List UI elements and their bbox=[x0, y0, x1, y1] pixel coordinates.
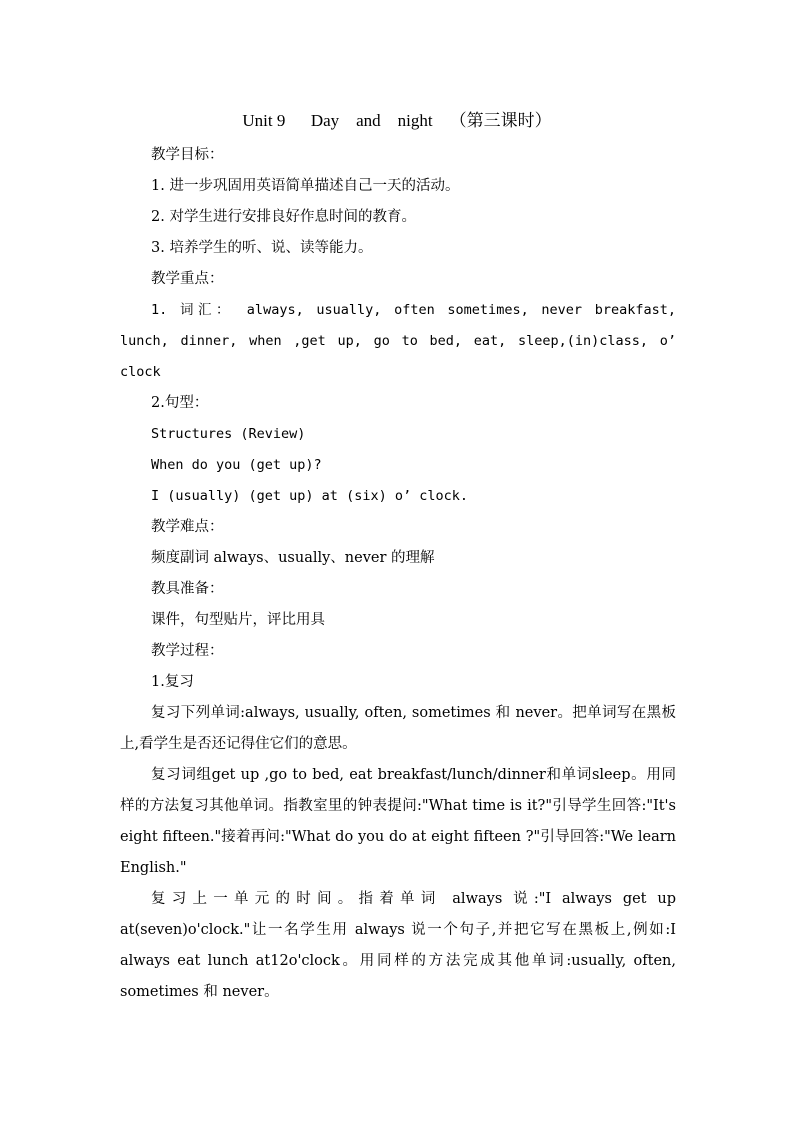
page-title: Unit 9 Day and night （第三课时） bbox=[242, 111, 552, 130]
heading-key-points: 教学重点： bbox=[151, 271, 224, 287]
heading-materials: 教具准备： bbox=[151, 581, 224, 597]
vocabulary-paragraph: 1. 词汇： always, usually, often sometimes, never breakfast, lunch, dinner, when ,get up, go to bed, eat, sleep,(in)class, o’ clock bbox=[120, 302, 676, 380]
structures-line: Structures (Review) bbox=[151, 426, 306, 442]
document-body bbox=[120, 140, 676, 1008]
step-review-heading: 1.复习 bbox=[151, 674, 194, 690]
pattern-question: When do you (get up)? bbox=[151, 457, 322, 473]
materials-item: 课件，句型贴片，评比用具 bbox=[151, 612, 325, 628]
heading-difficulties: 教学难点： bbox=[151, 519, 224, 535]
heading-teaching-goals: 教学目标： bbox=[151, 147, 224, 163]
pattern-answer: I (usually) (get up) at (six) o’ clock. bbox=[151, 488, 468, 504]
goal-item-1: 1. 进一步巩固用英语简单描述自己一天的活动。 bbox=[151, 178, 460, 194]
goal-item-2: 2. 对学生进行安排良好作息时间的教育。 bbox=[151, 209, 416, 225]
review-paragraph-1: 复习下列单词:always, usually, often, sometimes 和 never。把单词写在黑板上,看学生是否还记得住它们的意思。 bbox=[120, 705, 676, 752]
sentence-pattern-heading: 2.句型： bbox=[151, 395, 209, 411]
review-paragraph-3: 复习上一单元的时间。指着单词 always 说:"I always get up at(seven)o'clock."让一名学生用 always 说一个句子,并把它写在黑板上,例如:I always eat lunch at12o'clock。用同样的方法完成其他单词:usually, often, sometimes 和 never。 bbox=[120, 891, 676, 1000]
review-paragraph-2: 复习词组get up ,go to bed, eat breakfast/lunch/dinner和单词sleep。用同样的方法复习其他单词。指教室里的钟表提问:"What time is it?"引导学生回答:"It's eight fifteen."接着再问:"What do you do at eight fifteen ?"引导回答:"We learn English." bbox=[120, 767, 676, 876]
heading-process: 教学过程： bbox=[151, 643, 224, 659]
difficulty-item: 频度副词 always、usually、never 的理解 bbox=[151, 550, 435, 566]
goal-item-3: 3. 培养学生的听、说、读等能力。 bbox=[151, 240, 373, 256]
